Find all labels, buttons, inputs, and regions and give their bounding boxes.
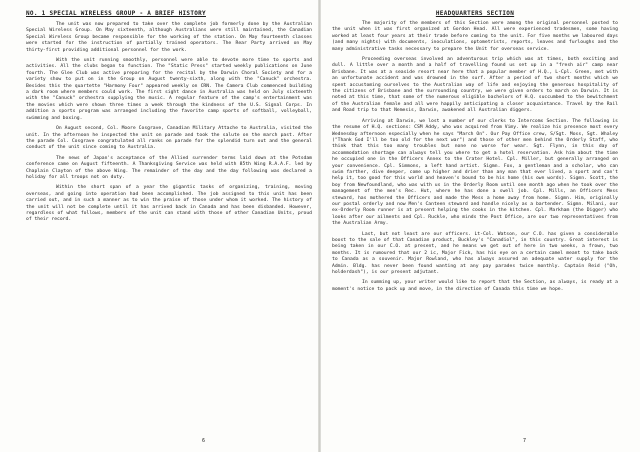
- right-paragraph: The majority of the members of this Section were among the original personnel posted to the unit when it was first organized at Gordon Head. All were experienced tradesmen, some having worked at least four years at their trade before coming to the unit. For five months we laboured days (and many nights) with documents, inoculations, optometrists, reports, leaves and furloughs and the many administrative tasks necessary to prepare the Unit for overseas service.: [332, 21, 618, 52]
- right-paragraph: Proceeding overseas involved an adventurous trip which was at times, both exciting and dull. A little over a month and a half of travelling found us set up in a "fresh air" camp near Brisbane. It was at a seaside resort near here that a popular member of H.Q., L-Cpl. Green, met with an unfortunate accident and was drowned in the surf. After a period of two short months which we spent accustoming ourselves to the Australian way of life and enjoying the generous hospitality of the citizens of Brisbane and the surrounding country, we were given orders to march on Darwin. It is noted at this time, that some of the numerous eligible bachelors of H.Q. succumbed to the bewitchment of the Australian female and all were happily anticipating a closer acquaintance. Travel by the Rail and Road trip to that Nemesis, Darwin, awakened all Australian diggers.: [332, 57, 618, 114]
- left-paragraph: With the unit running smoothly, personnel were able to devote more time to sports and activities. All the clubs began to function. The "Static Press" started weekly publications on June fourth. The Glee Club was active preparing for the recital by the Darwin Choral Society and for a variety show to put on in the Group on August twenty-sixth, along with the "Canuck" orchestra. Besides this the quartette "Harmony Four" appeared weekly on CRN. The Camera Club commenced building a dark room where members could work. The first sight dance in Australia was held on July sixteenth with the "Canuck" orchestra supplying the music. A regular feature of the camp's entertainment was the movies which were shown three times a week through the kindness of the U.S. Signal Corps. In addition a sports program was arranged including the favorite camp sports of softball, volleyball, swimming and boxing.: [26, 58, 312, 121]
- left-paragraph: Within the short span of a year the gigantic tasks of organizing, training, moving overseas, and going into operation had been accomplished. The job assigned to this unit has been carried out, and in such a manner as to win the praise of those under whom it worked. The history of the unit will not be complete until it has arrived back in Canada and has been disbanded. However, regardless of what follows, members of the unit can stand with those of other Canadian Units, proud of their record.: [26, 185, 312, 223]
- right-paragraph: In summing up, your writer would like to report that the Section, as always, is ready at a moment's notice to pack up and move, in the direction of Canada this time we hope.: [332, 280, 618, 292]
- left-page-heading: NO. 1 SPECIAL WIRELESS GROUP - A BRIEF HISTORY: [26, 10, 206, 17]
- right-paragraph: Last, but not least are our officers. Lt-Col. Watson, our C.O. has given a considerable boost to the sale of that Canadian product, Buckley's "Canadiol", in this country. Great interest is being taken in our C.O. at present, and he means we get out of here in two weeks, a frown, two months. It is rumoured that our 2 ic, Major Fick, has his eye on a certain camel meant to take back to Canada as a souvenir. Major Rowland, who has always assured an adequate water supply for the Admin. Bldg. has never been found wanting at any pay parades twice monthly. Captain Reid ("Oh, holderdash"), is our present adjutant.: [332, 231, 618, 276]
- right-page-number: 7: [523, 438, 527, 444]
- left-paragraph: The news of Japan's acceptance of the Allied surrender terms laid down at the Potsdam conference came on August fifteenth. A Thanksgiving Service was held with 85th Wing R.A.A.F. led by Chaplain Clayton of the above Wing. The remainder of the day and the day following was declared a holiday for all troops not on duty.: [26, 155, 312, 180]
- right-paragraph: Arriving at Darwin, we lost a number of our clerks to Intercoms Section. The following is the resume of H.Q. sections: CSM Addy, who was acquired from Vimy. We realize his presence most every Wednesday afternoon especially when he says "March On". Our Pay Office crew, S/Sgt. Moss, Sgt. Whaley ("Thank God I'll be too old for the next war") and those of other men behind the Orderly Staff, who think that this too many troubles but none no worse for wear. Sgt. Flynn, in this day of accommodation shortage can always tell you where to get a hotel reservation. Ask him about the time he occupied one in the Officers Annex to the Crater Hotel. Cpl. Miller, but generally arranged on your convenience. Cpl. Simmons, a left hand artist. Sigmn. Fox, a gentleman and a scholar, who can swim farther, dive deeper, come up higher and drier than any man that ever lived, a sport and can't help it, too good for this world and heaven's bound to be his home (his own words). Sigmn. Scott, the boy from Newfoundland, who was with us in the Orderly Room until one month ago when he took over the management of the men's Rec. Hut, where he has done a swell job. Cpl. Mills, an Officers Mess steward, has mothered the Officers and made the Mess a home away from home. Sigmn. Him, originally our postal orderly and now Men's Canteen steward and handle nicely as a bartender. Sigmn. Milani, our ex-Orderly Room runner is at present helping the cooks in the kitchen. Cpl. Markham (the Digger) who looks after our ailments and Cpl. Ruckle, who minds the Post Office, are our two representatives from the Australian Army.: [332, 118, 618, 227]
- left-paragraph: On August second, Col. Moore Cosgrave, Canadian Military Attache to Australia, visited the unit. In the afternoon he inspected the unit on parade and took the salute on the march past. After the parade Col. Cosgrave congratulated all ranks on parade for the splendid turn out and the general conduct of the unit since coming to Australia.: [26, 126, 312, 151]
- right-page: [320, 0, 640, 452]
- left-paragraph: The unit was now prepared to take over the complete job formerly done by the Australian Special Wireless Group. On May sixteenth, although Australians were still maintained, the Canadian Special Wireless Group became responsible for the working of the station. On May fourteenth classes were started for the instruction of partially trained operators. The Rear Party arrived on May thirty-first providing additional personnel for the work.: [26, 22, 312, 53]
- left-page-number: 6: [202, 438, 206, 444]
- right-page-heading: HEADQUARTERS SECTION: [435, 10, 515, 17]
